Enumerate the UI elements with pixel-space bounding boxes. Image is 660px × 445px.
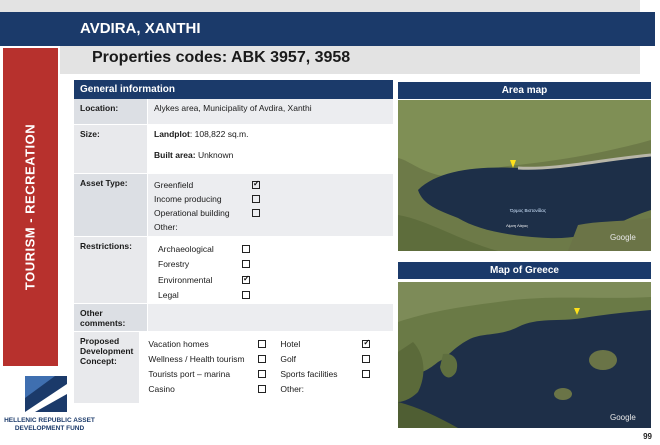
concept-row (74, 332, 393, 404)
checkbox[interactable] (258, 370, 266, 378)
location-label: Location: (74, 99, 148, 124)
list-item: Other: (154, 222, 178, 232)
list-item: Operational building (154, 206, 387, 220)
checkbox[interactable] (252, 209, 260, 217)
built-area-label: Built area: (154, 150, 196, 160)
checkbox-checked[interactable] (252, 181, 260, 189)
checkbox[interactable] (362, 355, 370, 363)
greece-map-header: Map of Greece (398, 262, 651, 279)
list-item: Casino (148, 381, 276, 396)
other-comments-value (148, 304, 393, 331)
list-item: Income producing (154, 192, 387, 206)
organization-name: HELLENIC REPUBLIC ASSET DEVELOPMENT FUND (4, 417, 95, 432)
list-item: Tourists port – marina (148, 366, 276, 381)
map-watermark: Google (610, 413, 636, 422)
list-item: Other: (280, 383, 304, 394)
list-item: Archaeological (158, 241, 387, 257)
checkbox[interactable] (258, 340, 266, 348)
landplot-label: Landplot (154, 129, 190, 139)
restrictions-label: Restrictions: (74, 237, 148, 303)
general-info-table (74, 80, 393, 404)
list-item: Sports facilities (280, 366, 404, 381)
list-item: Wellness / Health tourism (148, 351, 276, 366)
landplot-value: : 108,822 sq.m. (189, 129, 249, 139)
other-comments-label: Other comments: (74, 304, 148, 331)
top-band (0, 0, 640, 12)
table-header: General information (74, 80, 393, 99)
list-item: Forestry (158, 257, 387, 273)
size-label: Size: (74, 125, 148, 173)
property-codes-title: Properties codes: ABK 3957, 3958 (92, 49, 351, 66)
checkbox[interactable] (242, 245, 250, 253)
list-item: Hotel ✓ (280, 336, 404, 351)
asset-type-label: Asset Type: (74, 174, 148, 236)
location-row (74, 99, 393, 125)
list-item: Legal (158, 288, 387, 304)
checkbox[interactable] (258, 385, 266, 393)
checkbox-checked[interactable] (242, 276, 250, 284)
other-comments-row (74, 304, 393, 332)
area-map-image[interactable] (398, 100, 651, 251)
checkbox[interactable] (362, 370, 370, 378)
checkbox[interactable] (252, 195, 260, 203)
concept-label: Proposed Development Concept: (74, 332, 140, 403)
list-item: Greenfield ✓ (154, 178, 387, 192)
checkbox[interactable] (242, 260, 250, 268)
greece-map-image[interactable] (398, 282, 651, 428)
page-title: AVDIRA, XANTHI (0, 12, 655, 46)
checkbox[interactable] (242, 291, 250, 299)
lagoon-label: Λίμνη Λάγος (506, 223, 529, 228)
page-number: 99 (643, 432, 652, 441)
size-row (74, 125, 393, 174)
category-label: TOURISM - RECREATION (22, 123, 38, 291)
checkbox-checked[interactable] (362, 340, 370, 348)
restrictions-row (74, 237, 393, 304)
hradf-logo-icon (25, 376, 67, 412)
built-area-value: Unknown (195, 150, 234, 160)
list-item: Environmental ✓ (158, 272, 387, 288)
map-watermark: Google (610, 233, 636, 242)
list-item: Vacation homes (148, 336, 276, 351)
area-map-header: Area map (398, 82, 651, 99)
list-item: Golf (280, 351, 404, 366)
bay-label: Όρμος Βιστονίδας (510, 208, 547, 213)
location-value: Alykes area, Municipality of Avdira, Xanthi (148, 99, 393, 124)
checkbox[interactable] (258, 355, 266, 363)
asset-type-row (74, 174, 393, 237)
